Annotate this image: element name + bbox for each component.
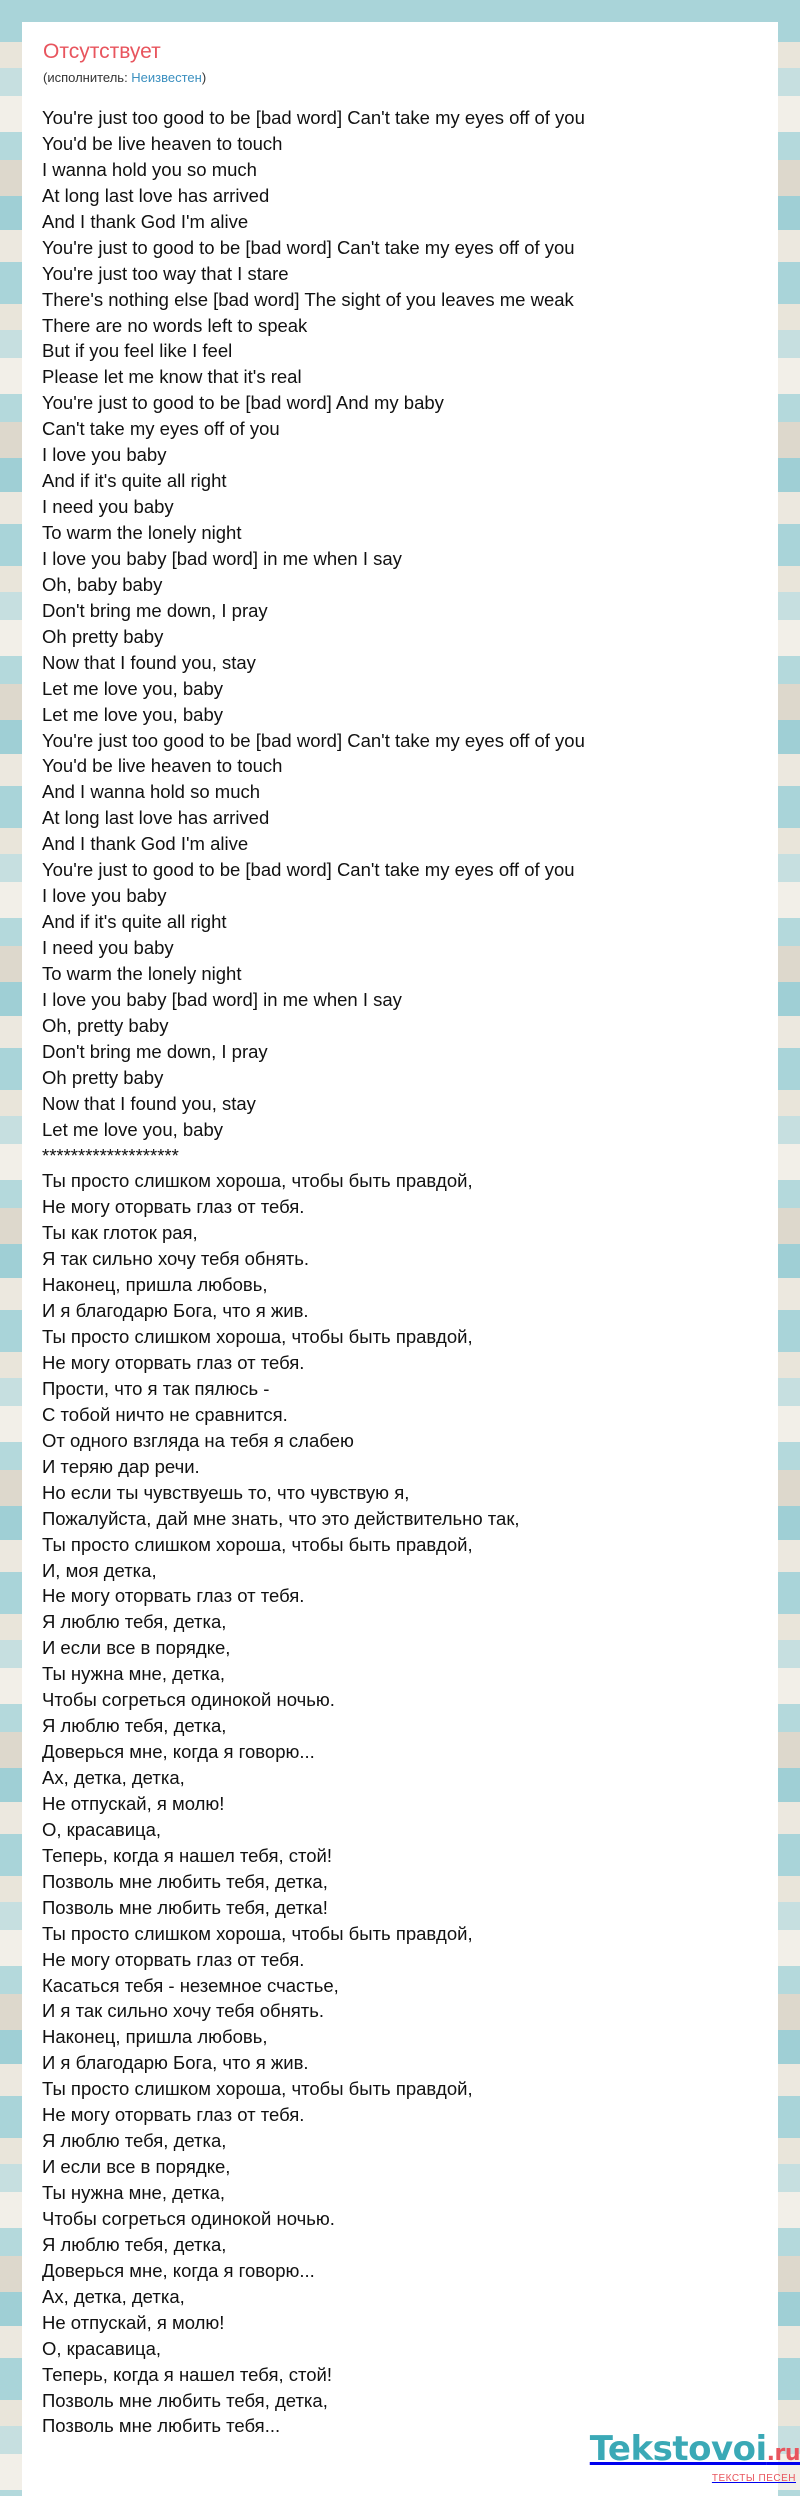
lyric-line: Ах, детка, детка, bbox=[42, 1767, 185, 1788]
lyric-line: И если все в порядке, bbox=[42, 1637, 231, 1659]
lyric-line: But if you feel like I feel bbox=[42, 340, 233, 362]
lyric-line: And I wanna hold so much bbox=[42, 781, 261, 803]
lyric-line: Я люблю тебя, детка, bbox=[42, 2233, 227, 2255]
lyric-line: Наконец, пришла любовь, bbox=[42, 2026, 268, 2048]
lyric-line: And if it's quite all right bbox=[42, 470, 227, 492]
lyric-line: I love you baby [bad word] in me when I say bbox=[42, 547, 402, 569]
lyric-line: Ты просто слишком хороша, чтобы быть правдой, bbox=[42, 1533, 473, 1555]
lyric-line: To warm the lonely night bbox=[42, 962, 242, 984]
lyric-line: Не могу оторвать глаз от тебя. bbox=[42, 1196, 305, 1218]
lyric-line: Доверься мне, когда я говорю... bbox=[42, 1741, 315, 1763]
lyric-line: И я благодарю Бога, что я жив. bbox=[42, 1300, 309, 1322]
lyric-line: Now that I found you, stay bbox=[42, 651, 256, 673]
lyric-line: There's nothing else [bad word] The sight of you leaves me weak bbox=[42, 288, 574, 310]
lyric-line: Не отпускай, я молю! bbox=[42, 2311, 225, 2333]
logo-name: Tekstovoi bbox=[589, 2429, 767, 2469]
lyric-line: Теперь, когда я нашел тебя, стой! bbox=[42, 1844, 333, 1866]
lyric-line: И, моя детка, bbox=[42, 1559, 157, 1581]
lyric-line: Позволь мне любить тебя, детка! bbox=[42, 1896, 328, 1918]
lyric-line: At long last love has arrived bbox=[42, 184, 270, 206]
site-logo[interactable] bbox=[590, 2430, 800, 2485]
lyric-line: Ты нужна мне, детка, bbox=[42, 1663, 225, 1685]
artist-line bbox=[43, 70, 206, 86]
lyric-line: Чтобы согреться одинокой ночью. bbox=[42, 2207, 335, 2229]
lyric-line: You're just to good to be [bad word] And my baby bbox=[42, 392, 444, 414]
lyric-line: Can't take my eyes off of you bbox=[42, 418, 280, 440]
lyric-line: Oh pretty baby bbox=[42, 625, 164, 647]
lyric-line: Не могу оторвать глаз от тебя. bbox=[42, 1352, 305, 1373]
lyric-line: И я так сильно хочу тебя обнять. bbox=[42, 2000, 325, 2022]
artist-suffix: ) bbox=[201, 70, 207, 85]
lyric-line: Oh, baby baby bbox=[42, 573, 163, 595]
lyric-line: I need you baby bbox=[42, 496, 174, 518]
artist-prefix: (исполнитель: bbox=[43, 70, 132, 85]
lyric-line: I wanna hold you so much bbox=[42, 158, 257, 180]
lyric-line: От одного взгляда на тебя я слабею bbox=[42, 1429, 354, 1451]
lyrics-card bbox=[22, 22, 778, 2496]
lyric-line: Теперь, когда я нашел тебя, стой! bbox=[42, 2363, 333, 2385]
lyric-line: At long last love has arrived bbox=[42, 807, 270, 829]
lyric-line: Ты просто слишком хороша, чтобы быть правдой, bbox=[42, 1170, 473, 1192]
lyric-line: Now that I found you, stay bbox=[42, 1092, 256, 1114]
lyric-line: И если все в порядке, bbox=[42, 2156, 231, 2178]
lyric-line: You're just to good to be [bad word] Can't take my eyes off of you bbox=[42, 236, 575, 258]
lyric-line: Я люблю тебя, детка, bbox=[42, 1715, 227, 1737]
lyric-line: Ты просто слишком хороша, чтобы быть правдой, bbox=[42, 2078, 473, 2100]
lyric-line: Ты просто слишком хороша, чтобы быть правдой, bbox=[42, 1326, 473, 1348]
lyric-line: Ты как глоток рая, bbox=[42, 1222, 198, 1244]
lyric-line: ******************* bbox=[42, 1144, 179, 1166]
lyric-line: And I thank God I'm alive bbox=[42, 833, 249, 855]
lyric-line: I love you baby bbox=[42, 885, 167, 907]
lyric-line: Let me love you, baby bbox=[42, 677, 223, 699]
lyric-line: Ты нужна мне, детка, bbox=[42, 2182, 225, 2203]
lyric-line: Позволь мне любить тебя, детка, bbox=[42, 1870, 328, 1892]
lyric-line: Пожалуйста, дай мне знать, что это действительно так, bbox=[42, 1507, 520, 1529]
lyric-line: Ты просто слишком хороша, чтобы быть правдой, bbox=[42, 1922, 473, 1944]
lyric-line: You're just too good to be [bad word] Can't take my eyes off of you bbox=[42, 107, 585, 128]
lyric-line: Но если ты чувствуешь то, что чувствую я, bbox=[42, 1481, 410, 1503]
lyric-line: Не могу оторвать глаз от тебя. bbox=[42, 1585, 305, 1607]
lyric-line: И я благодарю Бога, что я жив. bbox=[42, 2052, 309, 2074]
artist-link[interactable]: Неизвестен bbox=[131, 70, 202, 85]
lyric-line: I need you baby bbox=[42, 937, 174, 958]
logo-tld: .ru bbox=[766, 2441, 800, 2466]
lyric-line: To warm the lonely night bbox=[42, 522, 242, 543]
lyric-line: Позволь мне любить тебя... bbox=[42, 2415, 281, 2437]
lyric-line: Не могу оторвать глаз от тебя. bbox=[42, 2104, 305, 2126]
lyrics-text bbox=[42, 105, 762, 2439]
lyric-line: Я люблю тебя, детка, bbox=[42, 1611, 227, 1633]
lyric-line: Касаться тебя - неземное счастье, bbox=[42, 1974, 339, 1996]
logo-wordmark bbox=[590, 2430, 800, 2473]
lyric-line: Я так сильно хочу тебя обнять. bbox=[42, 1248, 309, 1270]
lyric-line: О, красавица, bbox=[42, 2337, 162, 2359]
lyric-line: Прости, что я так пялюсь - bbox=[42, 1377, 270, 1399]
song-title: Отсутствует bbox=[43, 40, 161, 63]
logo-tagline: ТЕКСТЫ ПЕСЕН bbox=[711, 2473, 796, 2484]
lyric-line: There are no words left to speak bbox=[42, 314, 308, 336]
lyric-line: Позволь мне любить тебя, детка, bbox=[42, 2389, 328, 2411]
lyric-line: I love you baby bbox=[42, 444, 167, 466]
lyric-line: Не могу оторвать глаз от тебя. bbox=[42, 1948, 305, 1970]
lyric-line: Я люблю тебя, детка, bbox=[42, 2130, 227, 2152]
lyric-line: Let me love you, baby bbox=[42, 1118, 223, 1140]
lyric-line: Please let me know that it's real bbox=[42, 366, 302, 388]
lyric-line: You're just too way that I stare bbox=[42, 262, 289, 284]
lyric-line: О, красавица, bbox=[42, 1818, 162, 1840]
lyric-line: Чтобы согреться одинокой ночью. bbox=[42, 1689, 335, 1711]
lyric-line: You're just too good to be [bad word] Can't take my eyes off of you bbox=[42, 729, 585, 751]
lyric-line: You're just to good to be [bad word] Can't take my eyes off of you bbox=[42, 859, 575, 881]
lyric-line: And if it's quite all right bbox=[42, 911, 227, 933]
lyric-line: Don't bring me down, I pray bbox=[42, 599, 268, 621]
lyric-line: Oh, pretty baby bbox=[42, 1014, 169, 1036]
lyric-line: С тобой ничто не сравнится. bbox=[42, 1403, 288, 1425]
lyric-line: Don't bring me down, I pray bbox=[42, 1040, 268, 1062]
lyric-line: Наконец, пришла любовь, bbox=[42, 1274, 268, 1296]
lyric-line: Доверься мне, когда я говорю... bbox=[42, 2259, 315, 2281]
lyric-line: And I thank God I'm alive bbox=[42, 210, 249, 232]
lyric-line: Oh pretty baby bbox=[42, 1066, 164, 1088]
lyric-line: You'd be live heaven to touch bbox=[42, 755, 283, 777]
lyric-line: Ах, детка, детка, bbox=[42, 2285, 185, 2307]
lyric-line: Let me love you, baby bbox=[42, 703, 223, 725]
lyric-line: И теряю дар речи. bbox=[42, 1455, 200, 1477]
lyric-line: Не отпускай, я молю! bbox=[42, 1792, 225, 1814]
lyric-line: I love you baby [bad word] in me when I say bbox=[42, 988, 402, 1010]
lyric-line: You'd be live heaven to touch bbox=[42, 132, 283, 154]
